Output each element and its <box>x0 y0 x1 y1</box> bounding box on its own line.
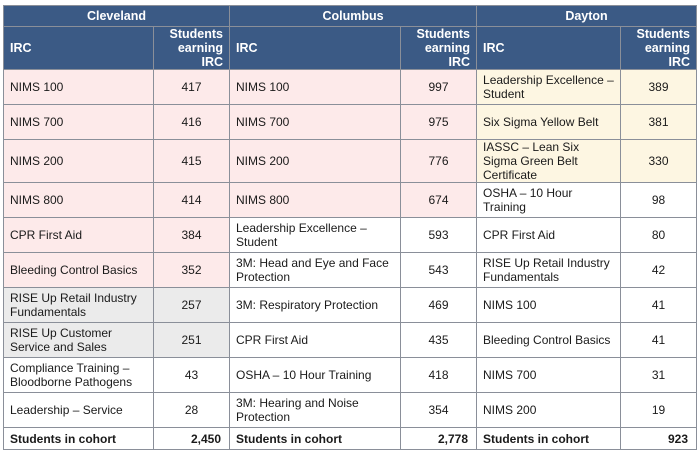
irc-name-cleveland: NIMS 800 <box>4 183 154 218</box>
table-row <box>4 183 697 218</box>
city-header-columbus: Columbus <box>230 6 477 27</box>
irc-name-cleveland: RISE Up Customer Service and Sales <box>4 323 154 358</box>
students-count-cleveland: 417 <box>154 70 230 105</box>
students-count-dayton: 381 <box>621 105 697 140</box>
students-count-columbus: 435 <box>401 323 477 358</box>
city-header-dayton: Dayton <box>477 6 697 27</box>
irc-name-dayton: RISE Up Retail Industry Fundamentals <box>477 253 621 288</box>
column-header-irc: IRC <box>230 27 401 70</box>
irc-name-columbus: 3M: Respiratory Protection <box>230 288 401 323</box>
table-row <box>4 70 697 105</box>
students-count-columbus: 469 <box>401 288 477 323</box>
students-count-cleveland: 352 <box>154 253 230 288</box>
total-value: 2,450 <box>154 428 230 450</box>
total-value: 923 <box>621 428 697 450</box>
city-header-cleveland: Cleveland <box>4 6 230 27</box>
students-count-columbus: 543 <box>401 253 477 288</box>
students-count-cleveland: 414 <box>154 183 230 218</box>
table-row <box>4 253 697 288</box>
irc-name-columbus: 3M: Head and Eye and Face Protection <box>230 253 401 288</box>
irc-name-dayton: Six Sigma Yellow Belt <box>477 105 621 140</box>
students-count-columbus: 418 <box>401 358 477 393</box>
irc-name-cleveland: Bleeding Control Basics <box>4 253 154 288</box>
students-count-columbus: 354 <box>401 393 477 428</box>
students-count-columbus: 593 <box>401 218 477 253</box>
irc-name-columbus: NIMS 200 <box>230 140 401 183</box>
students-count-dayton: 98 <box>621 183 697 218</box>
irc-name-cleveland: NIMS 700 <box>4 105 154 140</box>
column-header-irc: IRC <box>4 27 154 70</box>
students-count-dayton: 41 <box>621 323 697 358</box>
irc-name-cleveland: RISE Up Retail Industry Fundamentals <box>4 288 154 323</box>
irc-name-dayton: Leadership Excellence – Student <box>477 70 621 105</box>
irc-name-dayton: NIMS 200 <box>477 393 621 428</box>
irc-name-dayton: NIMS 700 <box>477 358 621 393</box>
irc-name-columbus: OSHA – 10 Hour Training <box>230 358 401 393</box>
students-count-dayton: 330 <box>621 140 697 183</box>
irc-name-columbus: NIMS 800 <box>230 183 401 218</box>
students-count-cleveland: 416 <box>154 105 230 140</box>
students-count-columbus: 997 <box>401 70 477 105</box>
students-count-dayton: 41 <box>621 288 697 323</box>
irc-name-cleveland: NIMS 200 <box>4 140 154 183</box>
table-row <box>4 358 697 393</box>
total-label: Students in cohort <box>4 428 154 450</box>
irc-name-columbus: NIMS 100 <box>230 70 401 105</box>
students-count-cleveland: 415 <box>154 140 230 183</box>
students-count-cleveland: 251 <box>154 323 230 358</box>
students-count-dayton: 31 <box>621 358 697 393</box>
irc-name-dayton: IASSC – Lean Six Sigma Green Belt Certificate <box>477 140 621 183</box>
students-count-cleveland: 43 <box>154 358 230 393</box>
irc-name-cleveland: CPR First Aid <box>4 218 154 253</box>
total-label: Students in cohort <box>477 428 621 450</box>
total-label: Students in cohort <box>230 428 401 450</box>
students-count-cleveland: 28 <box>154 393 230 428</box>
irc-name-columbus: NIMS 700 <box>230 105 401 140</box>
students-count-dayton: 19 <box>621 393 697 428</box>
table-row <box>4 323 697 358</box>
students-count-cleveland: 257 <box>154 288 230 323</box>
irc-name-dayton: Bleeding Control Basics <box>477 323 621 358</box>
irc-name-cleveland: Leadership – Service <box>4 393 154 428</box>
table-row <box>4 140 697 183</box>
table-row <box>4 288 697 323</box>
total-value: 2,778 <box>401 428 477 450</box>
table-row <box>4 105 697 140</box>
students-count-columbus: 975 <box>401 105 477 140</box>
students-count-dayton: 42 <box>621 253 697 288</box>
column-header-students: Students earning IRC <box>401 27 477 70</box>
irc-name-cleveland: NIMS 100 <box>4 70 154 105</box>
students-count-dayton: 389 <box>621 70 697 105</box>
irc-name-dayton: OSHA – 10 Hour Training <box>477 183 621 218</box>
students-count-cleveland: 384 <box>154 218 230 253</box>
table-row <box>4 218 697 253</box>
irc-name-cleveland: Compliance Training – Bloodborne Pathogens <box>4 358 154 393</box>
students-count-dayton: 80 <box>621 218 697 253</box>
students-count-columbus: 674 <box>401 183 477 218</box>
column-header-students: Students earning IRC <box>621 27 697 70</box>
city-header-row <box>4 6 697 27</box>
column-header-irc: IRC <box>477 27 621 70</box>
table-row <box>4 393 697 428</box>
students-count-columbus: 776 <box>401 140 477 183</box>
irc-name-columbus: Leadership Excellence – Student <box>230 218 401 253</box>
irc-name-dayton: CPR First Aid <box>477 218 621 253</box>
irc-name-columbus: 3M: Hearing and Noise Protection <box>230 393 401 428</box>
irc-table <box>3 5 697 450</box>
irc-name-dayton: NIMS 100 <box>477 288 621 323</box>
irc-name-columbus: CPR First Aid <box>230 323 401 358</box>
column-header-row <box>4 27 697 70</box>
column-header-students: Students earning IRC <box>154 27 230 70</box>
